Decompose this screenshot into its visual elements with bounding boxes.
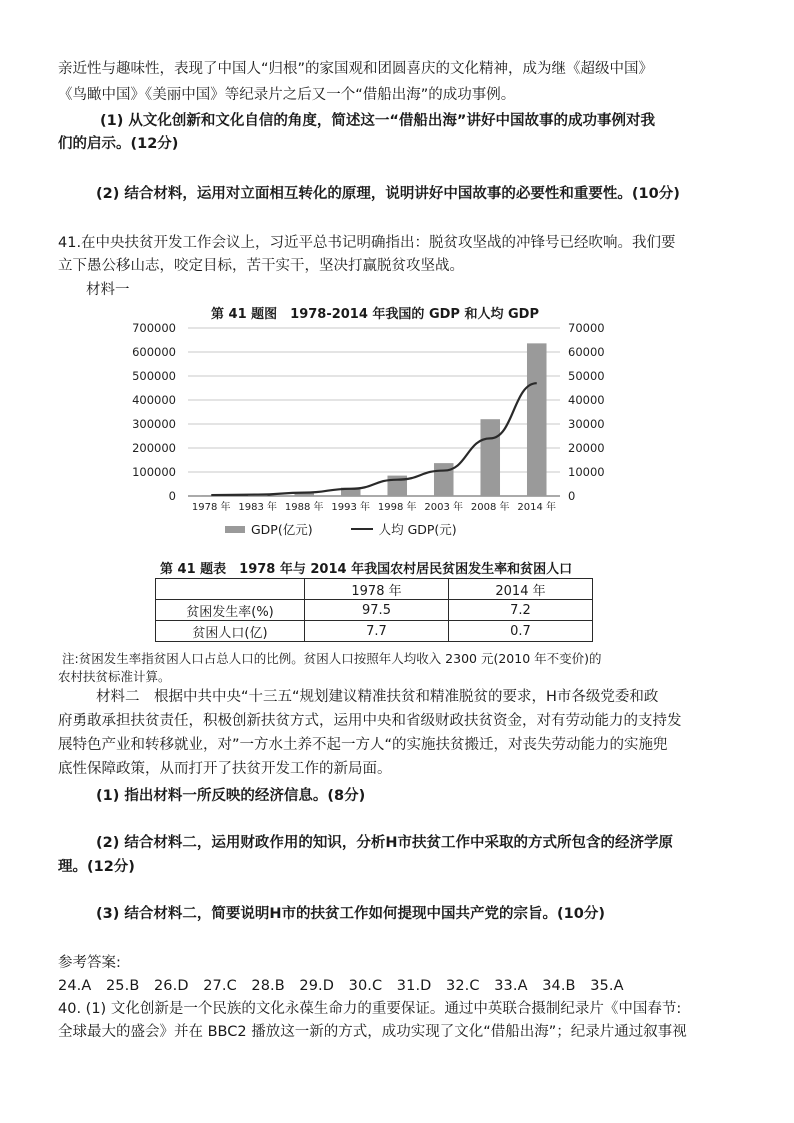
- y-left-tick-label: 700000: [132, 321, 176, 335]
- poverty-table: [155, 578, 593, 642]
- chart-legend: [225, 520, 487, 538]
- q41-part2-line-1: (2) 结合材料二，运用财政作用的知识，分析H市扶贫工作中采取的方式所包含的经济学原: [96, 835, 674, 851]
- table-cell: 贫困发生率(%): [156, 600, 305, 621]
- q41-stem-line-2: 立下愚公移山志，咬定目标，苦干实干，坚决打赢脱贫攻坚战。: [58, 258, 464, 274]
- x-tick-label: 1993 年: [331, 502, 371, 513]
- table-note-line-2: 农村扶贫标准计算。: [58, 669, 171, 684]
- q41-part3: (3) 结合材料二，简要说明H市的扶贫工作如何提现中国共产党的宗旨。(10分): [96, 906, 605, 922]
- bar-gdp: [527, 343, 547, 496]
- table-title: 第 41 题表 1978 年与 2014 年我国农村居民贫困发生率和贫困人口: [160, 562, 573, 577]
- legend-label-gdp: GDP(亿元): [251, 522, 313, 537]
- table-cell: 7.2: [449, 600, 593, 621]
- material2-line-4: 底性保障政策，从而打开了扶贫开发工作的新局面。: [58, 761, 392, 777]
- y-right-tick-label: 60000: [568, 345, 605, 359]
- table-cell: 0.7: [449, 621, 593, 642]
- y-left-tick-label: 300000: [132, 417, 176, 431]
- table-cell: 贫困人口(亿): [156, 621, 305, 642]
- q41-part1: (1) 指出材料一所反映的经济信息。(8分): [96, 788, 366, 804]
- table-cell: 97.5: [305, 600, 449, 621]
- table-header-cell: 1978 年: [305, 579, 449, 600]
- legend-item-gdp: [225, 520, 313, 538]
- q40-part2: (2) 结合材料，运用对立面相互转化的原理，说明讲好中国故事的必要性和重要性。(10分): [96, 186, 680, 202]
- gdp-chart: [130, 300, 620, 540]
- gdp-chart-svg: [130, 300, 620, 515]
- y-left-tick-label: 0: [168, 489, 176, 503]
- x-tick-label: 1988 年: [284, 502, 324, 513]
- y-right-tick-label: 50000: [568, 369, 605, 383]
- bar-gdp: [434, 463, 454, 496]
- y-right-tick-label: 10000: [568, 465, 605, 479]
- answers-multiple-choice: 24.A 25.B 26.D 27.C 28.B 29.D 30.C 31.D 32.C 33.A 34.B 35.A: [58, 978, 624, 994]
- material1-label: 材料一: [86, 282, 130, 298]
- y-left-tick-label: 500000: [132, 369, 176, 383]
- x-tick-label: 1998 年: [377, 502, 417, 513]
- y-right-tick-label: 70000: [568, 321, 605, 335]
- answer40-line-2: 全球最大的盛会》并在 BBC2 播放这一新的方式，成功实现了文化“借船出海”；纪录片通过叙事视: [58, 1024, 687, 1040]
- x-tick-label: 2008 年: [470, 502, 510, 513]
- bar-gdp: [480, 419, 500, 496]
- y-left-tick-label: 200000: [132, 441, 176, 455]
- table-row: [156, 600, 593, 621]
- y-right-tick-label: 40000: [568, 393, 605, 407]
- q40-part1-line-1: (1) 从文化创新和文化自信的角度，简述这一“借船出海”讲好中国故事的成功事例对我: [100, 113, 655, 129]
- material2-line-1: 材料二 根据中共中央“十三五“规划建议精准扶贫和精准脱贫的要求，H市各级党委和政: [96, 689, 659, 705]
- q41-stem-line-1: 41.在中央扶贫开发工作会议上，习近平总书记明确指出：脱贫攻坚战的冲锋号已经吹响。我们要: [58, 235, 676, 251]
- answer40-line-1: 40. (1) 文化创新是一个民族的文化永葆生命力的重要保证。通过中英联合摄制纪录片《中国春节:: [58, 1001, 682, 1017]
- legend-label-per-capita: 人均 GDP(元): [378, 522, 457, 537]
- table-header-row: [156, 579, 593, 600]
- x-tick-label: 2003 年: [424, 502, 464, 513]
- material2-line-3: 展特色产业和转移就业，对”一方水土养不起一方人“的实施扶贫搬迁，对丧失劳动能力的实施兜: [58, 737, 668, 753]
- y-left-tick-label: 600000: [132, 345, 176, 359]
- table-note-line-1: 注:贫困发生率指贫困人口占总人口的比例。贫困人口按照年人均收入 2300 元(2010 年不变价)的: [62, 651, 602, 666]
- answers-label: 参考答案:: [58, 955, 121, 971]
- legend-line-swatch: [351, 528, 373, 530]
- table-cell: 7.7: [305, 621, 449, 642]
- intro-line-1: 亲近性与趣味性，表现了中国人“归根”的家国观和团圆喜庆的文化精神，成为继《超级中国》: [58, 61, 654, 77]
- q40-part1-line-2: 们的启示。(12分): [58, 136, 179, 152]
- table-header-cell: [156, 579, 305, 600]
- y-left-tick-label: 100000: [132, 465, 176, 479]
- material2-line-2: 府勇敢承担扶贫责任，积极创新扶贫方式，运用中央和省级财政扶贫资金，对有劳动能力的支持发: [58, 713, 682, 729]
- legend-bar-swatch: [225, 526, 245, 533]
- y-right-tick-label: 20000: [568, 441, 605, 455]
- x-tick-label: 2014 年: [517, 502, 557, 513]
- intro-line-2: 《鸟瞰中国》《美丽中国》等纪录片之后又一个“借船出海”的成功事例。: [58, 87, 516, 103]
- x-tick-label: 1978 年: [191, 502, 231, 513]
- y-left-tick-label: 400000: [132, 393, 176, 407]
- x-tick-label: 1983 年: [238, 502, 278, 513]
- y-right-tick-label: 30000: [568, 417, 605, 431]
- table-row: [156, 621, 593, 642]
- table-header-cell: 2014 年: [449, 579, 593, 600]
- chart-title: 第 41 题图 1978-2014 年我国的 GDP 和人均 GDP: [211, 307, 539, 322]
- q41-part2-line-2: 理。(12分): [58, 859, 135, 875]
- y-right-tick-label: 0: [568, 489, 576, 503]
- legend-item-per-capita: [351, 520, 457, 538]
